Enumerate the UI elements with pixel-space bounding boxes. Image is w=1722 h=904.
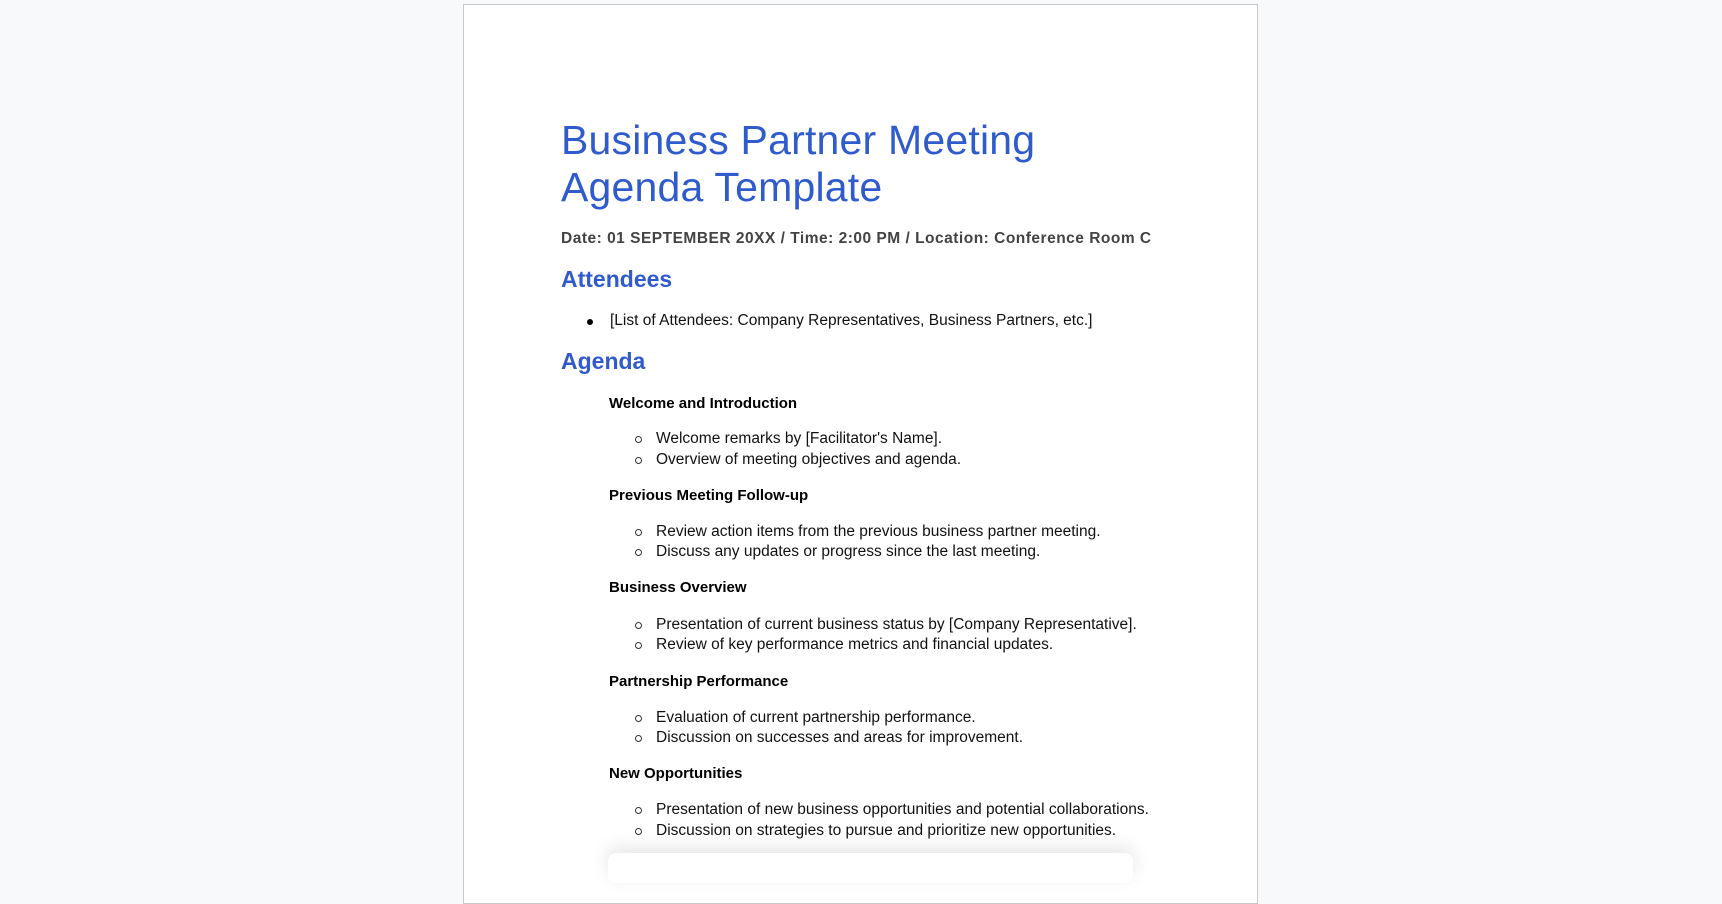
hollow-bullet-icon bbox=[635, 529, 642, 536]
hollow-bullet-icon bbox=[635, 735, 642, 742]
hollow-bullet-icon bbox=[635, 715, 642, 722]
hollow-bullet-icon bbox=[635, 436, 642, 443]
hollow-bullet-icon bbox=[635, 622, 642, 629]
agenda-section-title: New Opportunities bbox=[609, 765, 743, 782]
attendees-list-item: [List of Attendees: Company Representatives, Business Partners, etc.] bbox=[610, 312, 1093, 329]
agenda-item: Presentation of current business status by [Company Representative]. bbox=[656, 616, 1137, 633]
floating-toolbar-shadow bbox=[608, 853, 1133, 883]
hollow-bullet-icon bbox=[635, 457, 642, 464]
agenda-item: Discuss any updates or progress since the last meeting. bbox=[656, 543, 1041, 560]
agenda-item: Review action items from the previous business partner meeting. bbox=[656, 523, 1101, 540]
attendees-heading: Attendees bbox=[561, 266, 673, 292]
agenda-item: Discussion on successes and areas for improvement. bbox=[656, 729, 1023, 746]
hollow-bullet-icon bbox=[635, 642, 642, 649]
hollow-bullet-icon bbox=[635, 807, 642, 814]
agenda-item: Review of key performance metrics and financial updates. bbox=[656, 636, 1054, 653]
agenda-item: Welcome remarks by [Facilitator's Name]. bbox=[656, 430, 943, 447]
hollow-bullet-icon bbox=[635, 549, 642, 556]
hollow-bullet-icon bbox=[635, 828, 642, 835]
agenda-item: Discussion on strategies to pursue and prioritize new opportunities. bbox=[656, 822, 1117, 839]
agenda-item: Overview of meeting objectives and agenda. bbox=[656, 451, 962, 468]
agenda-section-title: Welcome and Introduction bbox=[609, 395, 798, 412]
agenda-item: Presentation of new business opportunities and potential collaborations. bbox=[656, 801, 1149, 818]
agenda-section-title: Business Overview bbox=[609, 579, 747, 596]
agenda-section-title: Previous Meeting Follow-up bbox=[609, 487, 809, 504]
document-page[interactable] bbox=[463, 4, 1258, 904]
filled-bullet-icon bbox=[587, 319, 593, 325]
agenda-item: Evaluation of current partnership performance. bbox=[656, 709, 976, 726]
document-title: Business Partner Meeting Agenda Template bbox=[561, 117, 1036, 210]
agenda-heading: Agenda bbox=[561, 348, 646, 374]
agenda-section-title: Partnership Performance bbox=[609, 673, 789, 690]
meeting-details: Date: 01 SEPTEMBER 20XX / Time: 2:00 PM / Location: Conference Room C bbox=[561, 230, 1152, 247]
